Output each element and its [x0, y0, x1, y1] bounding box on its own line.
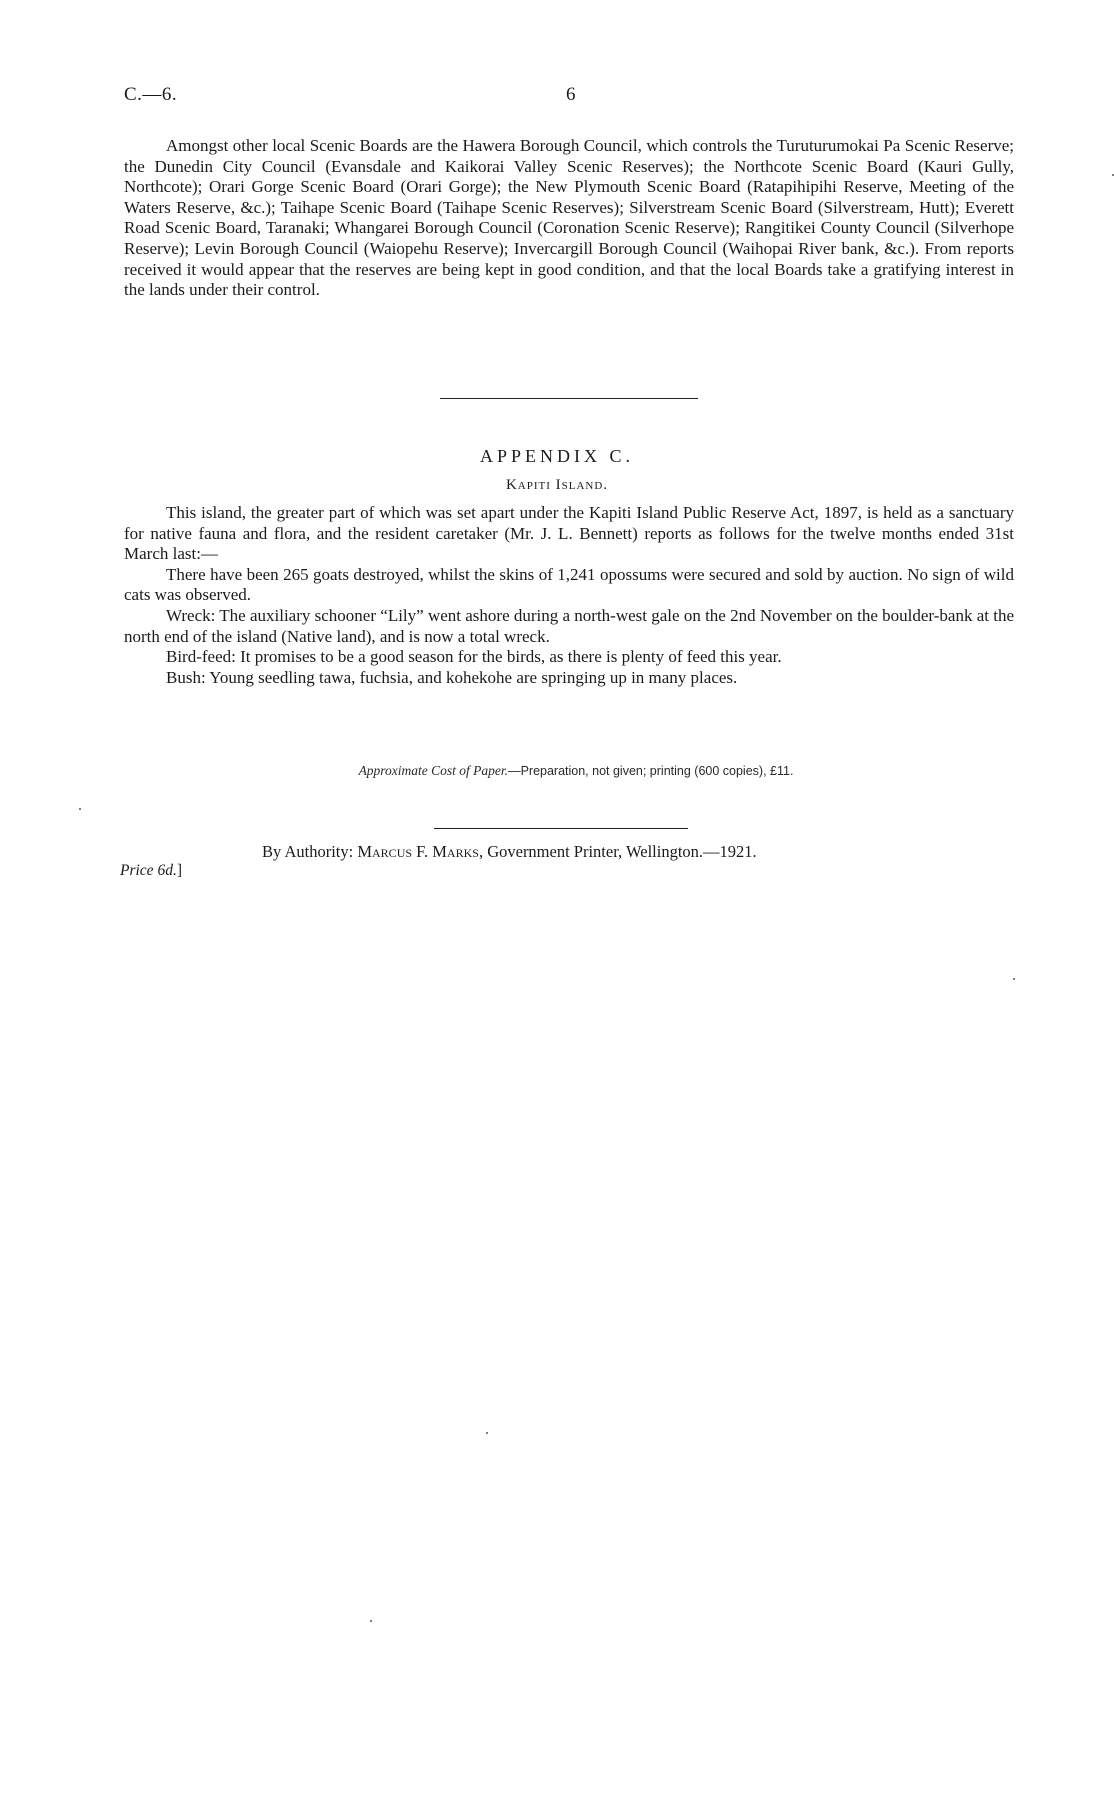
- appendix-paragraph: Bird-feed: It promises to be a good season for the birds, as there is plenty of feed this year.: [166, 647, 782, 667]
- imprint-suffix: , Government Printer, Wellington.—1921.: [478, 842, 757, 861]
- section-divider: [440, 398, 698, 399]
- document-reference: C.—6.: [124, 84, 178, 105]
- price-bracket: ]: [176, 862, 182, 879]
- printer-name: Marcus F. Marks: [357, 842, 479, 861]
- cost-note-label: Approximate Cost of Paper.: [358, 763, 509, 778]
- cost-note: [0, 763, 1114, 779]
- appendix-paragraph: Wreck: The auxiliary schooner “Lily” went ashore during a north-west gale on the 2nd November on the boulder-bank at the north end of the island (Native land), and is now a total wreck.: [124, 605, 1014, 646]
- scan-speck: [370, 1620, 372, 1622]
- appendix-paragraph: Bush: Young seedling tawa, fuchsia, and kohekohe are springing up in many places.: [166, 667, 738, 687]
- price-line: [120, 862, 182, 880]
- scan-speck: [79, 808, 81, 810]
- intro-section: [124, 136, 1014, 301]
- imprint-line: [262, 842, 757, 862]
- imprint-prefix: By Authority:: [262, 842, 358, 861]
- page-number: 6: [566, 84, 576, 105]
- appendix-title: APPENDIX C.: [479, 446, 634, 466]
- appendix-paragraph: There have been 265 goats destroyed, whilst the skins of 1,241 opossums were secured and sold by auction. No sign of wild cats was observed.: [124, 564, 1014, 605]
- scan-speck: [1013, 978, 1015, 980]
- imprint-divider: [434, 828, 688, 829]
- intro-paragraph: Amongst other local Scenic Boards are the Hawera Borough Council, which controls the Turuturumokai Pa Scenic Reserve; the Dunedin City Council (Evansdale and Kaikorai Valley Scenic Reserves); the Northcote Scenic Board (Kauri Gully, Northcote); Orari Gorge Scenic Board (Orari Gorge); the New Plymouth Scenic Board (Ratapihipihi Reserve, Meeting of the Waters Reserve, &c.); Taihape Scenic Board (Taihape Scenic Reserves); Silverstream Scenic Board (Silverstream, Hutt); Everett Road Scenic Board, Taranaki; Whangarei Borough Council (Coronation Scenic Reserve); Rangitikei County Council (Silverhope Reserve); Levin Borough Council (Waiopehu Reserve); Invercargill Borough Council (Waihopai River bank, &c.). From reports received it would appear that the reserves are being kept in good condition, and that the local Boards take a gratifying interest in the lands under their control.: [124, 136, 1014, 300]
- appendix-section-title: Kapiti Island.: [505, 477, 609, 493]
- appendix-paragraph: This island, the greater part of which was set apart under the Kapiti Island Public Reserve Act, 1897, is held as a sanctuary for native fauna and flora, and the resident caretaker (Mr. J. L. Bennett) reports as follows for the twelve months ended 31st March last:—: [124, 503, 1014, 564]
- scan-speck: [486, 1432, 488, 1434]
- cost-note-text: —Preparation, not given; printing (600 copies), £11.: [508, 764, 794, 778]
- page-header: [124, 84, 1024, 114]
- appendix-body: [124, 503, 1014, 688]
- price-text: Price 6d.: [120, 862, 177, 879]
